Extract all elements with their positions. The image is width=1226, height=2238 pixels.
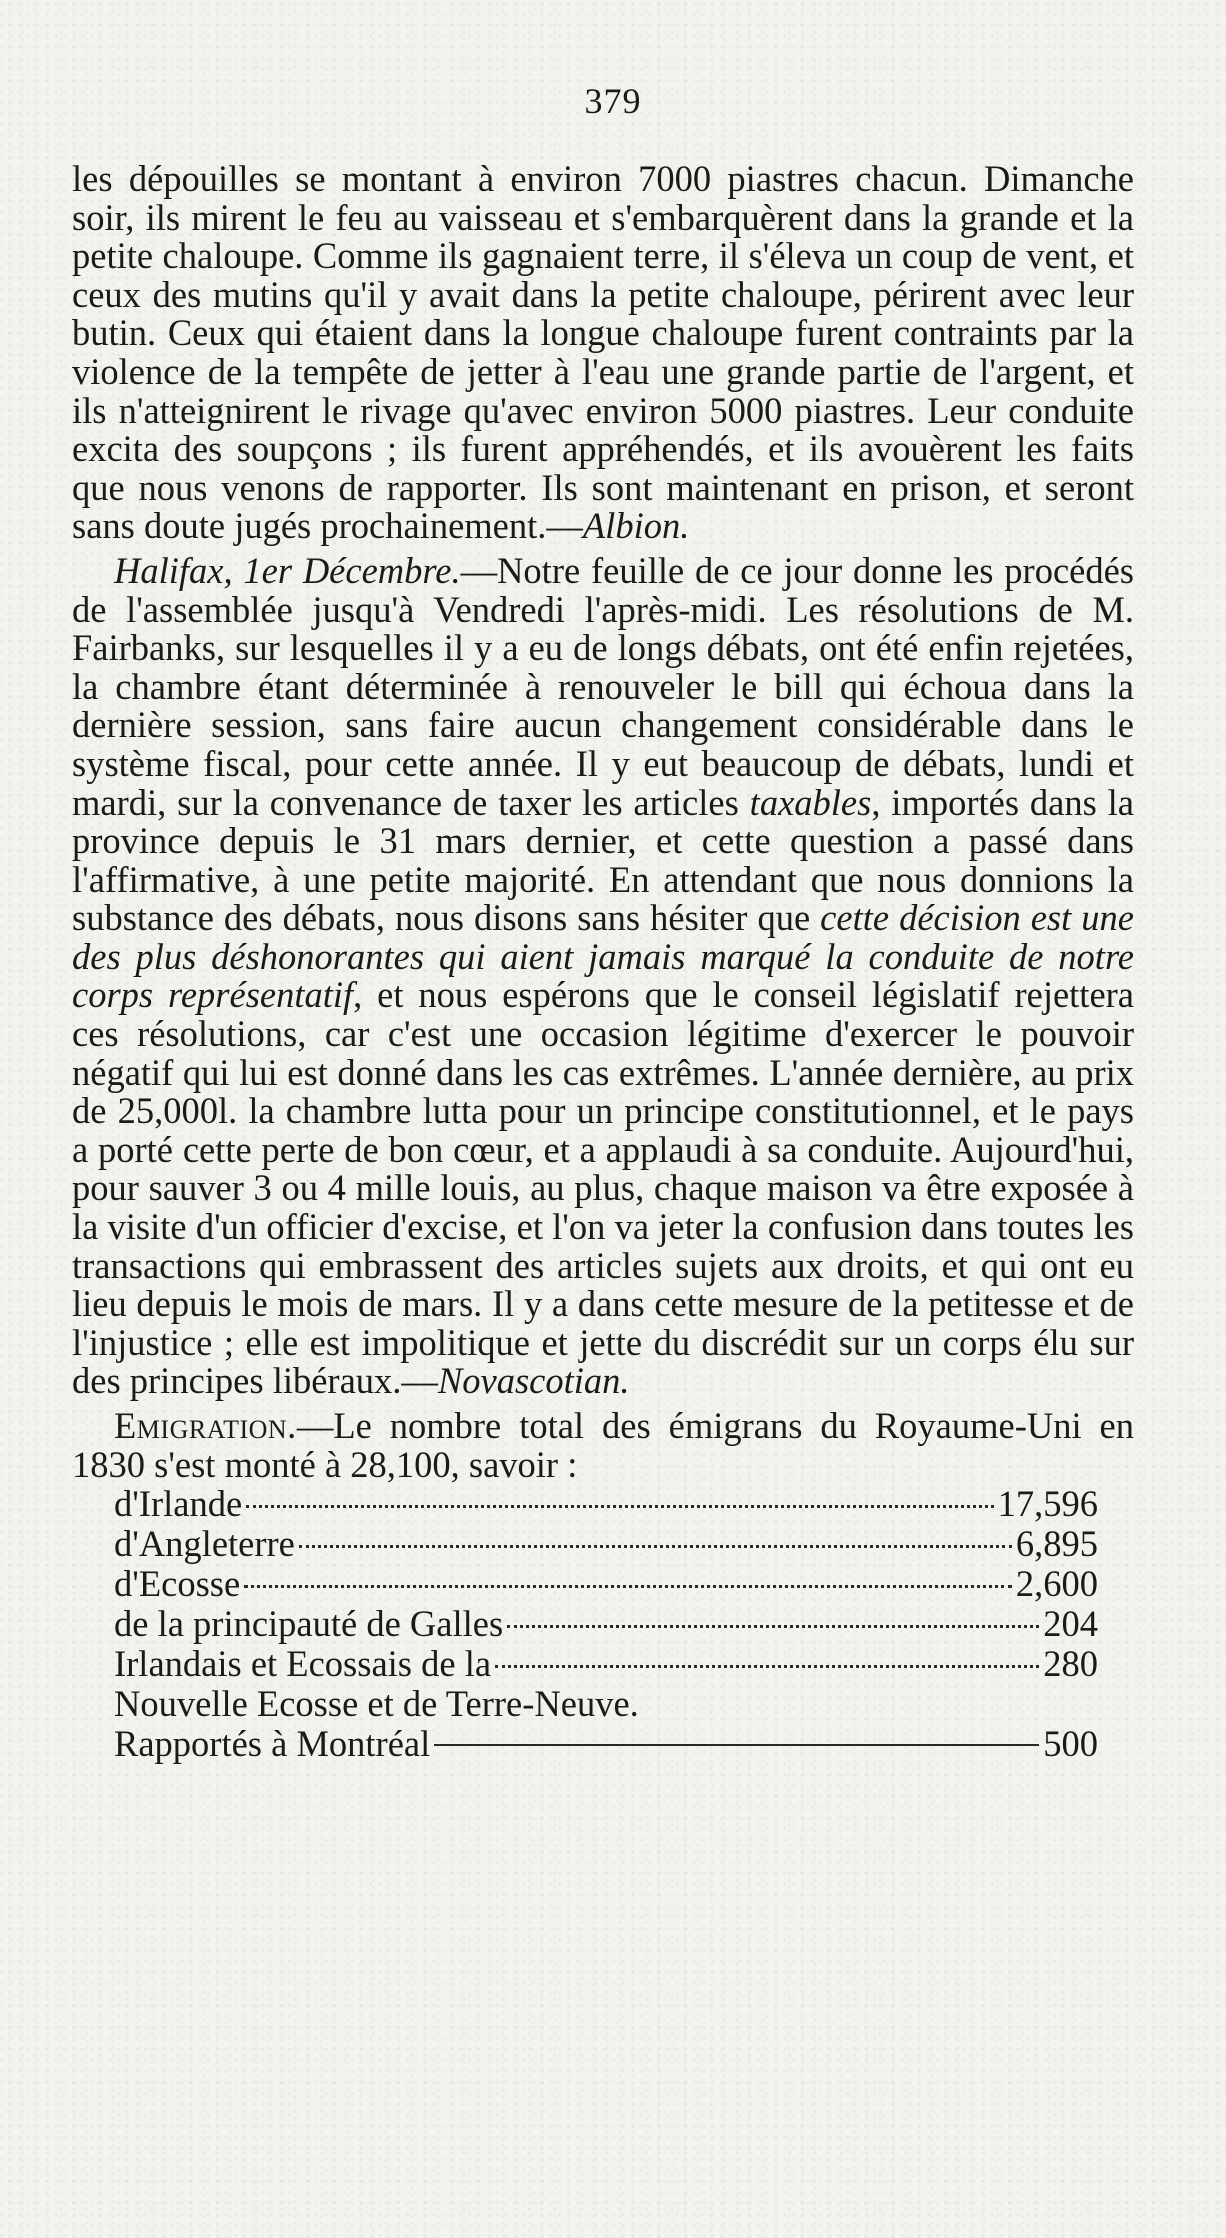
leader-dots	[244, 1585, 1012, 1588]
emigration-row	[72, 1604, 1134, 1644]
emigration-row	[72, 1724, 1134, 1764]
emigration-row-label: Nouvelle Ecosse et de Terre-Neuve.	[114, 1683, 639, 1725]
emigration-row	[72, 1644, 1134, 1684]
emigration-row-value: 500	[1043, 1723, 1098, 1765]
emigration-row-value: 204	[1043, 1603, 1098, 1645]
emigration-row	[72, 1524, 1134, 1564]
leader-dots	[299, 1545, 1012, 1548]
emigration-row-label: d'Ecosse	[114, 1563, 241, 1605]
leader-dots	[495, 1665, 1039, 1668]
article-halifax-emph-taxables: taxables	[749, 781, 872, 823]
emigration-row-label: Irlandais et Ecossais de la	[114, 1643, 492, 1685]
article-mutiny-text: les dépouilles se montant à environ 7000 piastres chacun. Dimanche soir, ils mirent le feu au vaisseau et s'embarquèrent dans la grande et la petite chaloupe. Comme ils gagnaient terre, il s'éleva un coup de vent, et ceux des mutins qu'il y avait dans la petite chaloupe, périrent avec leur butin. Ceux qui étaient dans la longue chaloupe furent contraints par la violence de la tempête de jetter à l'eau une grande partie de l'argent, et ils n'atteignirent le rivage qu'avec environ 5000 piastres. Leur conduite excita des soupçons ; ils furent appréhendés, et ils avouèrent les faits que nous venons de rapporter. Ils sont maintenant en prison, et seront sans doute jugés prochainement.—	[72, 158, 1134, 547]
emigration-row-value: 2,600	[1015, 1563, 1098, 1605]
leader-dots	[246, 1505, 993, 1508]
emigration-row-label: Rapportés à Montréal	[114, 1723, 431, 1765]
emigration-table	[72, 1484, 1134, 1764]
text-column	[72, 160, 1134, 1764]
emigration-row-value: 280	[1043, 1643, 1098, 1685]
emigration-row-label: d'Irlande	[114, 1483, 243, 1525]
emigration-row-label: d'Angleterre	[114, 1523, 295, 1565]
article-halifax-source: Novascotian.	[437, 1360, 630, 1402]
emigration-row	[72, 1564, 1134, 1604]
article-mutiny	[72, 160, 1134, 546]
leader-dots	[507, 1625, 1039, 1628]
emigration-row-value: 17,596	[997, 1483, 1098, 1525]
page-number: 379	[584, 81, 642, 121]
total-rule	[434, 1744, 1039, 1746]
article-halifax	[72, 549, 1134, 1402]
emigration-row	[72, 1684, 1134, 1724]
article-halifax-text-a: —Notre feuille de ce jour donne les procédés de l'assemblée jusqu'à Vendredi l'après-midi. Les résolutions de M. Fairbanks, sur lesquelles il y a eu de longs débats, ont été enfin rejetées, la chambre étant déterminée à renouveler le bill qui échoua dans la dernière session, sans faire aucun changement considérable dans le système fiscal, pour cette année. Il y eut beaucoup de débats, lundi et mardi, sur la convenance de taxer les articles	[72, 549, 1134, 823]
article-halifax-text-c: , et nous espérons que le conseil législatif rejettera ces résolutions, car c'est une occasion légitime d'exercer le pouvoir négatif qui lui est donné dans les cas extrêmes. L'année dernière, au prix de 25,000l. la chambre lutta pour un principe constitutionnel, et le pays a porté cette perte de bon cœur, et a applaudi à sa conduite. Aujourd'hui, pour sauver 3 ou 4 mille louis, au plus, chaque maison va être exposée à la visite d'un officier d'excise, et l'on va jeter la confusion dans toutes les transactions qui embrassent des articles sujets aux droits, et qui ont eu lieu depuis le mois de mars. Il y a dans cette mesure de la petitesse et de l'injustice ; elle est impolitique et jette du discrédit sur un corps élu sur des principes libéraux.—	[72, 974, 1134, 1402]
emigration-row	[72, 1484, 1134, 1524]
emigration-text: —Le nombre total des émigrans du Royaume-Uni en 1830 s'est monté à 28,100, savoir :	[72, 1405, 1134, 1485]
emigration-row-label: de la principauté de Galles	[114, 1603, 504, 1645]
article-halifax-text-b: , importés dans la province depuis le 31 mars dernier, et cette question a passé dans l'affirmative, à une petite majorité. En attendant que nous donnions la substance des débats, nous disons sans hésiter que	[72, 781, 1134, 939]
article-mutiny-source: Albion.	[582, 505, 690, 547]
article-halifax-emph-decision: cette décision est une des plus déshonorantes qui aient jamais marqué la conduite de notre corps représentatif	[72, 897, 1134, 1016]
article-halifax-dateline: Halifax, 1er Décembre.	[114, 549, 461, 591]
emigration-row-value: 6,895	[1015, 1523, 1098, 1565]
emigration-heading: Emigration.	[114, 1405, 297, 1446]
emigration-paragraph	[72, 1407, 1134, 1484]
